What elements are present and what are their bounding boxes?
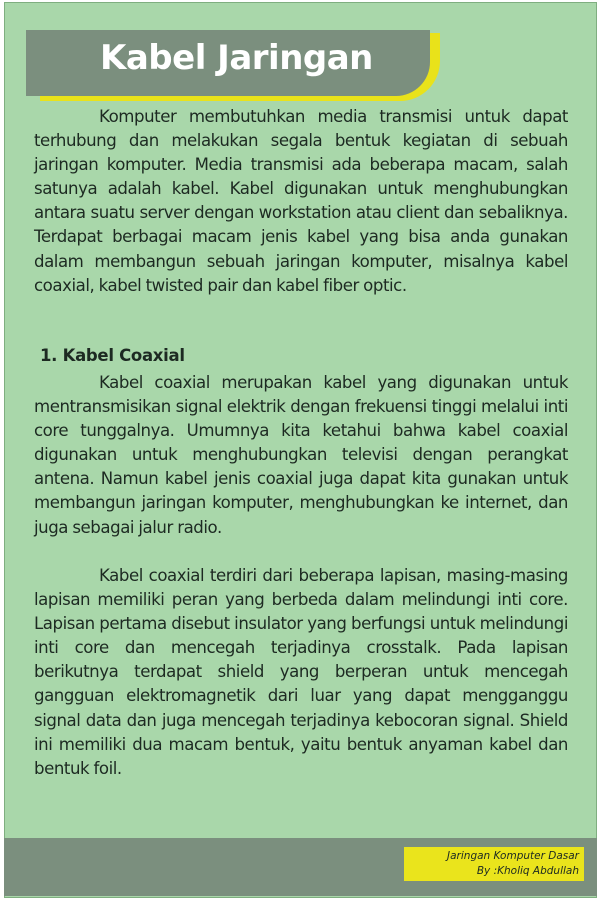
author-credit: By :Kholiq Abdullah	[476, 865, 579, 877]
coaxial-paragraph-1: Kabel coaxial merupakan kabel yang digunakan untuk mentransmisikan signal elektrik dengan frekuensi tinggi melalui inti core tunggalnya. Umumnya kita ketahui bahwa kabel coaxial digunakan untuk menghubungkan televisi dengan perangkat antena. Namun kabel jenis coaxial juga dapat kita gunakan untuk membangun jaringan komputer, menghubungkan ke internet, dan juga sebagai jalur radio.	[34, 373, 568, 537]
coaxial-paragraph-2: Kabel coaxial terdiri dari beberapa lapisan, masing-masing lapisan memiliki peran yang berbeda dalam melindungi inti core. Lapisan pertama disebut insulator yang berfungsi untuk melindungi inti core dan mencegah terjadinya crosstalk. Pada lapisan berikutnya terdapat shield yang berperan untuk mencegah gangguan elektromagnetik dari luar yang dapat mengganggu signal data dan juga mencegah terjadinya kebocoran signal. Shield ini memiliki dua macam bentuk, yaitu bentuk anyaman kabel dan bentuk foil.	[34, 566, 568, 778]
credit-box	[404, 847, 584, 881]
section-heading-coaxial: 1. Kabel Coaxial	[40, 346, 185, 365]
book-title: Jaringan Komputer Dasar	[447, 850, 579, 862]
page-title: Kabel Jaringan	[100, 38, 373, 78]
intro-paragraph: Komputer membutuhkan media transmisi untuk dapat terhubung dan melakukan segala bentuk kegiatan di sebuah jaringan komputer. Media transmisi ada beberapa macam, salah satunya adalah kabel. Kabel digunakan untuk menghubungkan antara suatu server dengan workstation atau client dan sebaliknya. Terdapat berbagai macam jenis kabel yang bisa anda gunakan dalam membangun sebuah jaringan komputer, misalnya kabel coaxial, kabel twisted pair dan kabel fiber optic.	[34, 107, 568, 295]
